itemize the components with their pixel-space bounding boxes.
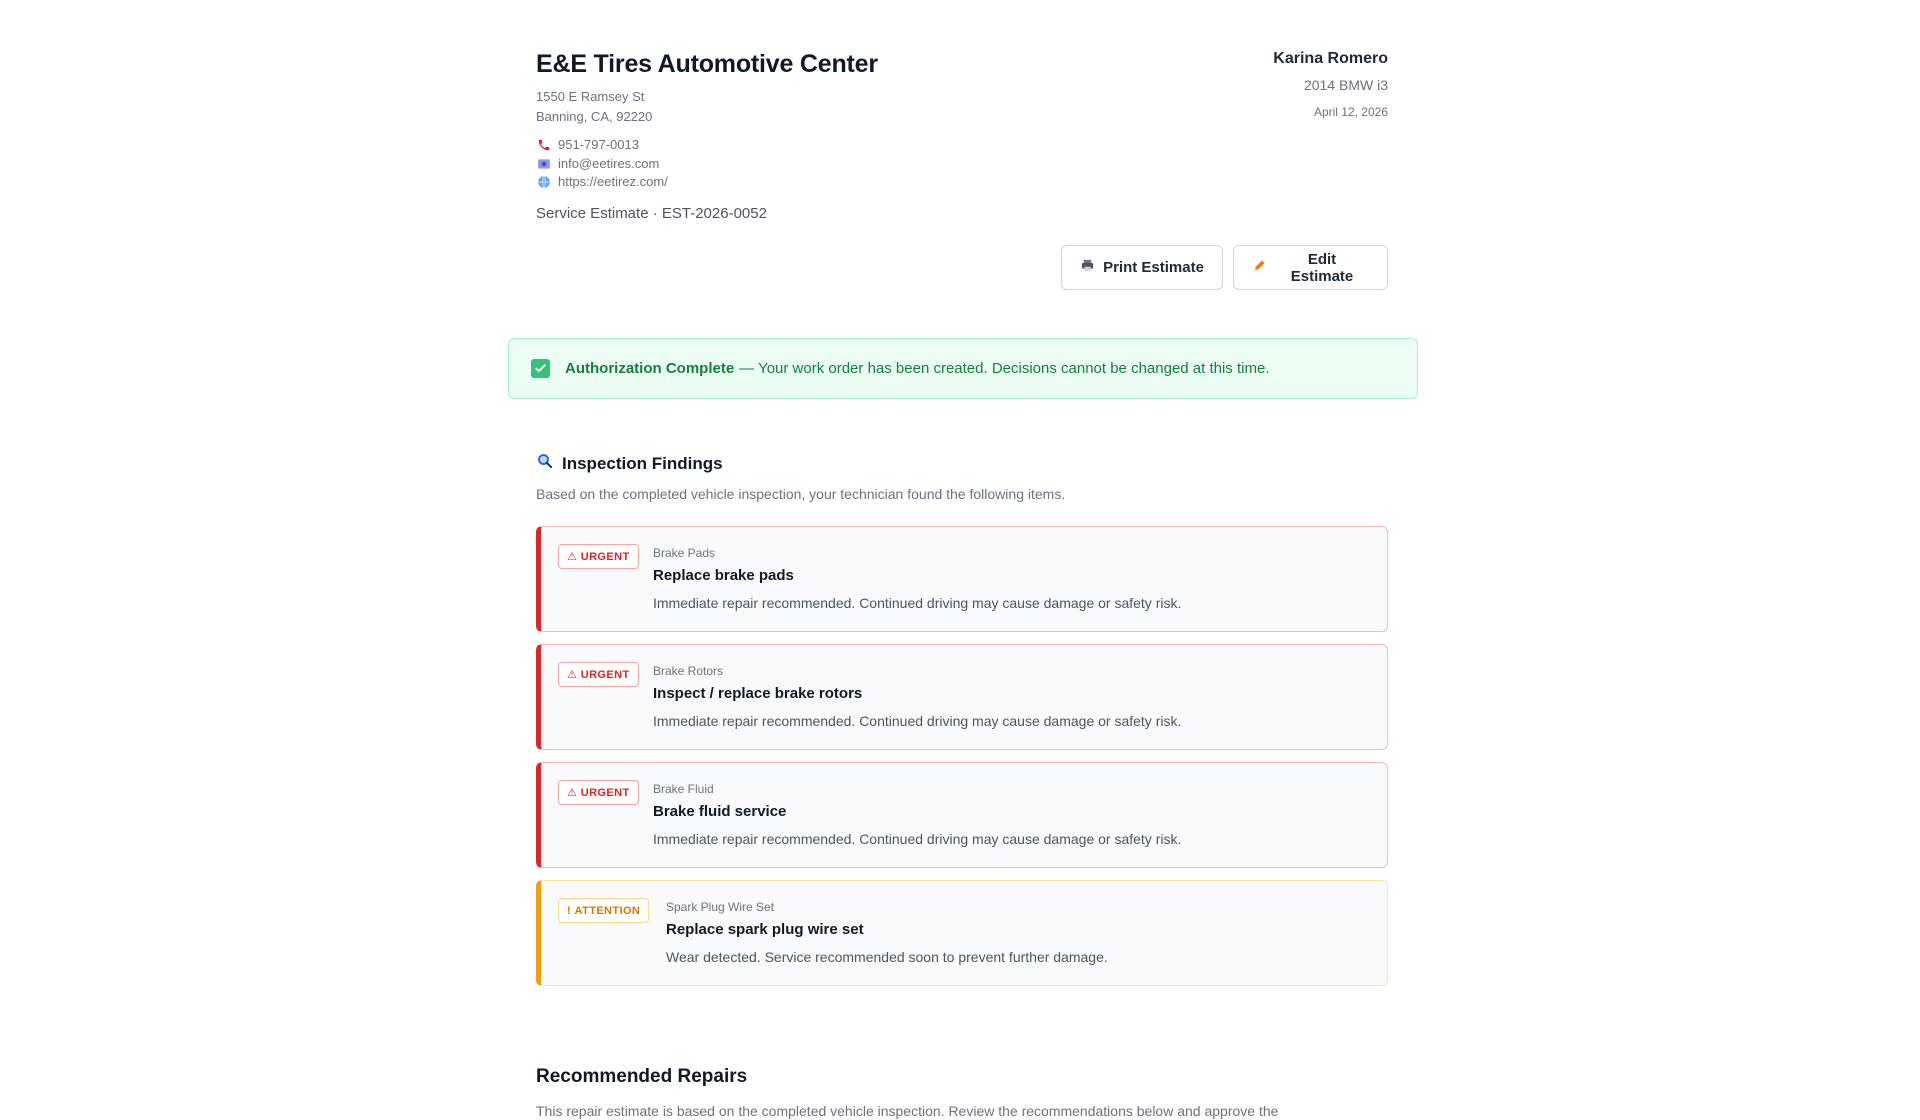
shop-address-line2: Banning, CA, 92220 bbox=[536, 109, 653, 124]
warning-icon: ⚠ bbox=[567, 551, 578, 563]
finding-category: Brake Fluid bbox=[653, 782, 714, 796]
authorization-message: — Your work order has been created. Decisions cannot be changed at this time. bbox=[739, 360, 1270, 377]
finding-category: Brake Pads bbox=[653, 546, 716, 560]
finding-card bbox=[536, 644, 1388, 750]
estimate-number: Service Estimate · EST-2026-0052 bbox=[536, 205, 767, 222]
estimate-date: April 12, 2026 bbox=[1313, 105, 1388, 119]
shop-website-text: https://eetirez.com/ bbox=[558, 174, 668, 189]
checkmark-icon bbox=[531, 359, 550, 378]
badge-label: URGENT bbox=[580, 550, 630, 563]
customer-vehicle: 2014 BMW i3 bbox=[1303, 77, 1388, 93]
finding-card bbox=[536, 526, 1388, 632]
finding-card bbox=[536, 762, 1388, 868]
edit-estimate-button[interactable] bbox=[1233, 245, 1388, 290]
inspection-findings-title bbox=[536, 452, 723, 475]
warning-icon: ⚠ bbox=[567, 787, 578, 799]
urgent-badge bbox=[558, 780, 639, 805]
recommended-repairs-subtitle: This repair estimate is based on the completed vehicle inspection. Review the recommendations below and approve the bbox=[536, 1103, 1279, 1119]
globe-icon bbox=[536, 174, 551, 189]
magnifier-icon bbox=[536, 452, 554, 475]
edit-estimate-label: Edit Estimate bbox=[1290, 250, 1354, 285]
phone-icon bbox=[536, 137, 551, 152]
pencil-icon bbox=[1252, 258, 1267, 277]
badge-label: ATTENTION bbox=[574, 904, 641, 917]
recommended-repairs-title: Recommended Repairs bbox=[536, 1066, 748, 1087]
printer-icon bbox=[1080, 258, 1095, 277]
estimate-header bbox=[536, 0, 1388, 300]
print-estimate-button[interactable] bbox=[1061, 245, 1223, 290]
shop-address-line1: 1550 E Ramsey St bbox=[536, 89, 645, 104]
authorization-title: Authorization Complete bbox=[565, 360, 735, 377]
finding-description: Immediate repair recommended. Continued driving may cause damage or safety risk. bbox=[653, 595, 1182, 611]
authorization-banner bbox=[508, 338, 1418, 399]
finding-title: Replace spark plug wire set bbox=[666, 921, 864, 938]
shop-phone[interactable] bbox=[536, 137, 639, 152]
finding-title: Replace brake pads bbox=[653, 567, 794, 584]
urgent-badge bbox=[558, 662, 639, 687]
finding-description: Immediate repair recommended. Continued driving may cause damage or safety risk. bbox=[653, 713, 1182, 729]
finding-category: Brake Rotors bbox=[653, 664, 724, 678]
urgent-badge bbox=[558, 544, 639, 569]
shop-phone-text: 951-797-0013 bbox=[558, 137, 639, 152]
shop-name: E&E Tires Automotive Center bbox=[536, 50, 878, 78]
finding-card bbox=[536, 880, 1388, 986]
badge-label: URGENT bbox=[580, 786, 630, 799]
shop-website[interactable] bbox=[536, 174, 668, 189]
warning-icon: ⚠ bbox=[567, 669, 578, 681]
email-icon bbox=[536, 156, 551, 171]
inspection-findings-title-text: Inspection Findings bbox=[562, 453, 723, 473]
shop-email-text: info@eetires.com bbox=[558, 156, 660, 171]
exclamation-icon: ! bbox=[567, 904, 572, 917]
customer-name: Karina Romero bbox=[1273, 50, 1388, 67]
attention-badge bbox=[558, 898, 649, 923]
inspection-findings-subtitle: Based on the completed vehicle inspection, your technician found the following items. bbox=[536, 486, 1066, 502]
shop-email[interactable] bbox=[536, 156, 659, 171]
finding-description: Wear detected. Service recommended soon to prevent further damage. bbox=[666, 949, 1108, 965]
badge-label: URGENT bbox=[580, 668, 630, 681]
finding-title: Inspect / replace brake rotors bbox=[653, 685, 863, 702]
finding-description: Immediate repair recommended. Continued driving may cause damage or safety risk. bbox=[653, 831, 1182, 847]
finding-title: Brake fluid service bbox=[653, 803, 787, 820]
print-estimate-label: Print Estimate bbox=[1103, 259, 1204, 276]
finding-category: Spark Plug Wire Set bbox=[666, 900, 775, 914]
